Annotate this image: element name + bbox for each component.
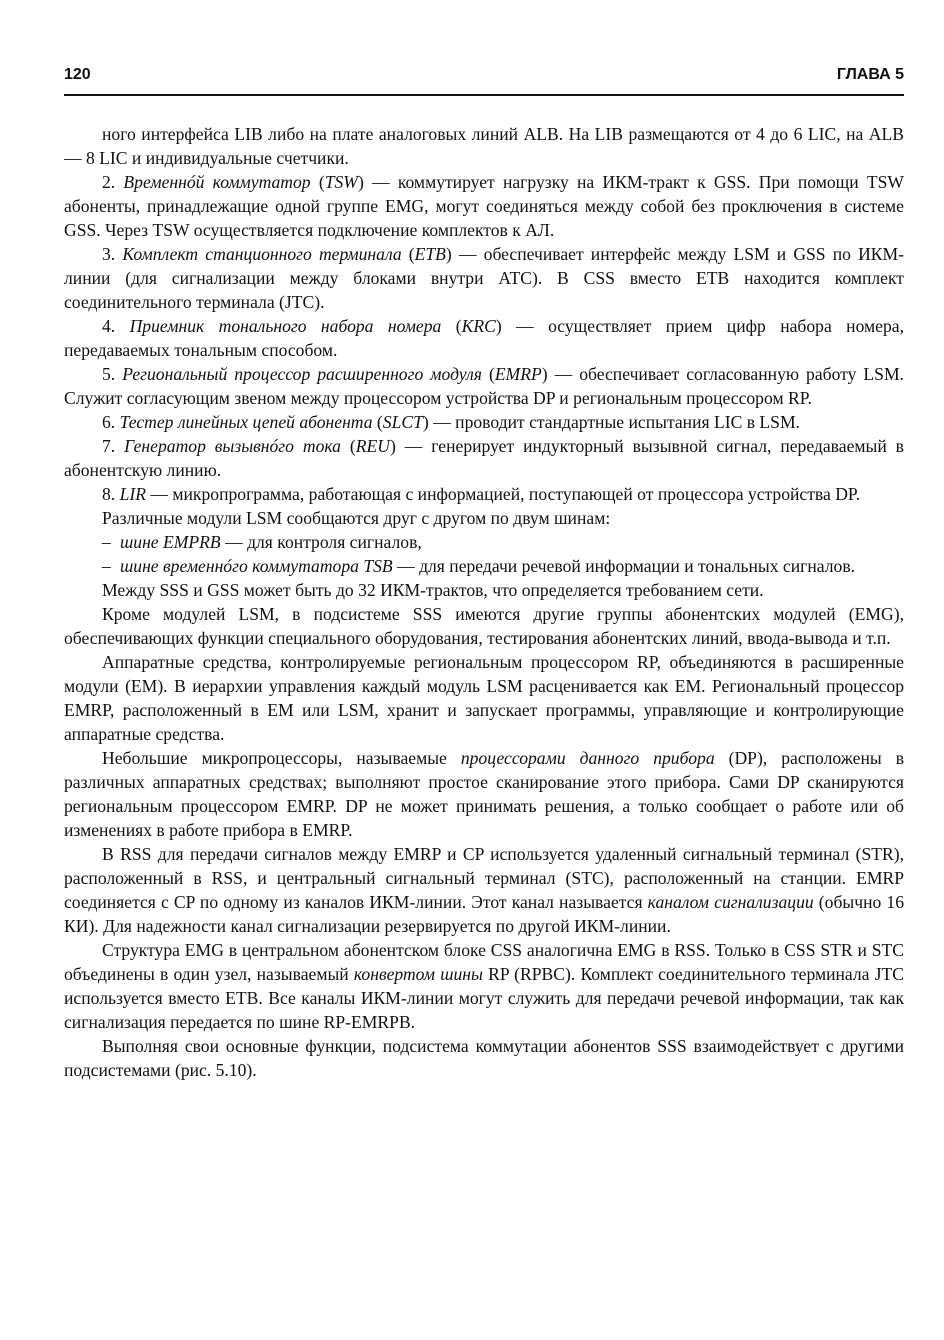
text-run: ) — коммутирует нагрузку на ИКМ-тракт к GSS. При помощи TSW абоненты, принадлежащие одной группе EMG, могут соединяться между собой без проключения в системе GSS. Через TSW осуществляется подключение комплектов к АЛ. (64, 172, 904, 240)
text-run: ( (401, 244, 415, 264)
text-run: ) — генерирует индукторный вызывной сигнал, передаваемый в абонентскую линию. (64, 436, 904, 480)
text-run: 4. (102, 316, 130, 336)
italic-term: шине временнóго коммутатора TSB (120, 556, 393, 576)
text-run: — для передачи речевой информации и тональных сигналов. (392, 556, 856, 576)
text-run: ( (372, 412, 383, 432)
italic-term: TSW (324, 172, 358, 192)
text-run: (DP), расположены в различных аппаратных средствах; выполняют простое сканирование этого прибора. Сами DP сканируются региональным процессором EMRP. DP не может принимать решения, а только сообщает о работе или об изменениях в работе прибора в EMRP. (64, 748, 905, 840)
italic-term: REU (355, 436, 390, 456)
paragraph (64, 602, 904, 650)
text-run: ( (340, 436, 356, 456)
text-run: Небольшие микропроцессоры, называемые (102, 748, 461, 768)
text-run: Аппаратные средства, контролируемые региональным процессором RP, объединяются в расширенные модули (EM). В иерархии управления каждый модуль LSM расценивается как EM. Региональный процессор EMRP, расположенный в EM или LSM, хранит и запускает программы, управляющие и контролирующие аппаратные средства. (64, 652, 904, 744)
bullet-text (102, 554, 904, 578)
paragraph (64, 482, 904, 506)
paragraph (64, 938, 904, 1034)
text-run: 5. (102, 364, 123, 384)
bullet-dash: – (102, 532, 111, 552)
italic-term: шине EMPRB (120, 532, 221, 552)
chapter-title: ГЛАВА 5 (836, 66, 904, 83)
bullet-item (64, 554, 904, 578)
paragraph (64, 362, 904, 410)
text-run: 6. (102, 412, 120, 432)
italic-term: Временнóй коммутатор (123, 172, 311, 192)
text-run: 7. (102, 436, 125, 456)
text-run: — для контроля сигналов, (220, 532, 422, 552)
text-run: Выполняя свои основные функции, подсистема коммутации абонентов SSS взаимодействует с другими подсистемами (рис. 5.10). (64, 1036, 904, 1080)
text-run: (обычно 16 КИ). Для надежности канал сигнализации резервируется по другой ИКМ-линии. (64, 892, 904, 936)
paragraph (64, 434, 904, 482)
text-run: 8. (102, 484, 120, 504)
paragraph (64, 506, 904, 530)
italic-term: каналом сигнализации (647, 892, 814, 912)
paragraph (64, 170, 904, 242)
text-run: Между SSS и GSS может быть до 32 ИКМ-трактов, что определяется требованием сети. (102, 580, 764, 600)
paragraph (64, 1034, 904, 1082)
bullet-text (102, 530, 904, 554)
text-run: 2. (102, 172, 124, 192)
text-run: Структура EMG в центральном абонентском блоке CSS аналогична EMG в RSS. Только в CSS STR и STC объединены в один узел, называемый (64, 940, 904, 984)
bullet-dash: – (102, 556, 111, 576)
italic-term: KRC (461, 316, 496, 336)
text-run: В RSS для передачи сигналов между EMRP и CP используется удаленный сигнальный терминал (STR), расположенный в RSS, и центральный сигнальный терминал (STC), расположенный на станции. EMRP соединяется с CP по одному из каналов ИКМ-линии. Этот канал называется (64, 844, 904, 912)
page-header (64, 66, 904, 96)
italic-term: процессорами данного прибора (460, 748, 715, 768)
text-run: Различные модули LSM сообщаются друг с другом по двум шинам: (102, 508, 611, 528)
italic-term: LIR (119, 484, 146, 504)
text-run: 3. (102, 244, 123, 264)
paragraph (64, 746, 904, 842)
text-run: ) — обеспечивает согласованную работу LSM. Служит согласующим звеном между процессором устройства DP и региональным процессором RP. (64, 364, 904, 408)
paragraph (64, 122, 904, 170)
italic-term: Тестер линейных цепей абонента (119, 412, 373, 432)
italic-term: Комплект станционного терминала (122, 244, 402, 264)
paragraph (64, 842, 904, 938)
bullet-item (64, 530, 904, 554)
body-text (64, 122, 904, 1082)
paragraph (64, 242, 904, 314)
text-run: ) — проводит стандартные испытания LIC в LSM. (422, 412, 801, 432)
text-run: Кроме модулей LSM, в подсистеме SSS имеются другие группы абонентских модулей (EMG), обеспечивающих функции специального оборудования, тестирования абонентских линий, ввода-вывода и т.п. (64, 604, 904, 648)
italic-term: Генератор вызывнóго тока (124, 436, 341, 456)
italic-term: Приемник тонального набора номера (129, 316, 442, 336)
text-run: ного интерфейса LIB либо на плате аналоговых линий ALB. На LIB размещаются от 4 до 6 LIC, на ALB — 8 LIC и индивидуальные счетчики. (64, 124, 904, 168)
text-run: ( (310, 172, 325, 192)
paragraph (64, 410, 904, 434)
page-number: 120 (64, 66, 91, 83)
paragraph (64, 650, 904, 746)
italic-term: SLCT (382, 412, 423, 432)
text-run: RP (RPBC). Комплект соединительного терминала JTC используется вместо ETB. Все каналы ИКМ-линии могут служить для передачи речевой информации, так как сигнализация передается по шине RP-EMRPB. (64, 964, 904, 1032)
text-run: ( (441, 316, 462, 336)
italic-term: EMRP (494, 364, 542, 384)
text-run: ) — обеспечивает интерфейс между LSM и GSS по ИКМ-линии (для сигнализации между блоками внутри АТС). В CSS вместо ETB находится комплект соединительного терминала (JTC). (64, 244, 905, 312)
text-run: — микропрограмма, работающая с информацией, поступающей от процессора устройства DP. (145, 484, 861, 504)
paragraph (64, 314, 904, 362)
italic-term: Региональный процессор расширенного модуля (122, 364, 482, 384)
italic-term: ETB (414, 244, 446, 264)
text-run: ( (481, 364, 495, 384)
text-run: ) — осуществляет прием цифр набора номера, передаваемых тональным способом. (64, 316, 904, 360)
paragraph (64, 578, 904, 602)
italic-term: конвертом шины (353, 964, 483, 984)
